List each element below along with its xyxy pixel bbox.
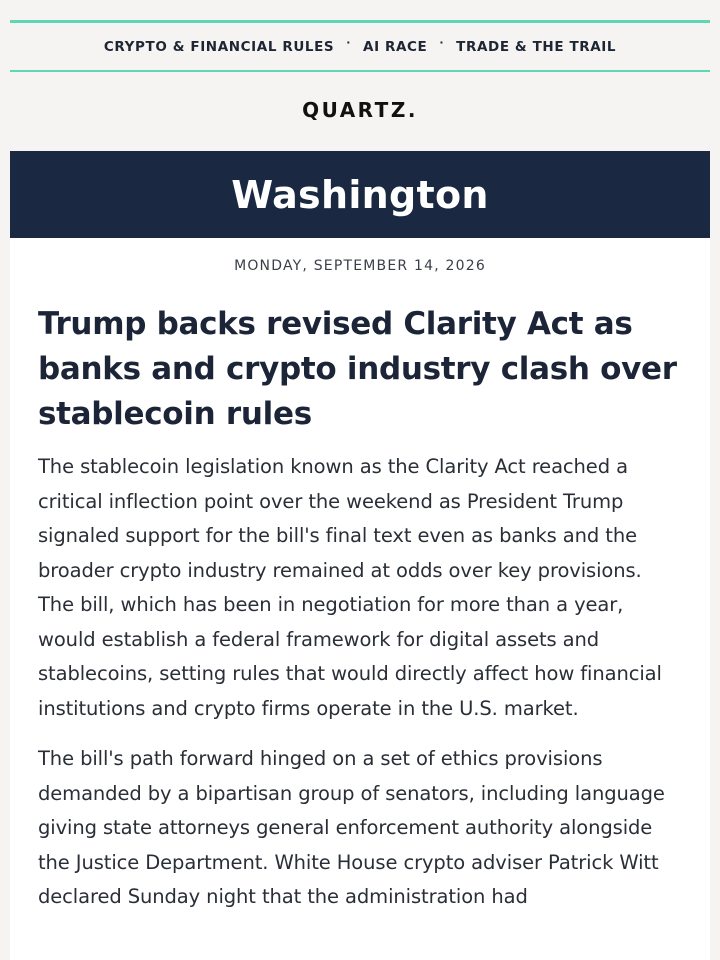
nav-bottom-rule xyxy=(10,70,710,72)
article-paragraph: The bill's path forward hinged on a set of ethics provisions demanded by a bipartisan group of senators, including language giving state attorneys general enforcement authority alongside the Justice Department. White House crypto adviser Patrick Witt declared Sunday night that the administration had xyxy=(38,747,665,908)
section-banner xyxy=(10,151,710,238)
section-title: Washington xyxy=(231,172,489,217)
nav-item-trade-the-trail[interactable]: TRADE & THE TRAIL xyxy=(456,38,617,55)
nav-item-ai-race[interactable]: AI RACE xyxy=(363,38,428,55)
article-paragraph: The stablecoin legislation known as the Clarity Act reached a critical inflection point over the weekend as President Trump signaled support for the bill's final text even as banks and the broader crypto industry remained at odds over key provisions. The bill, which has been in negotiation for more than a year, would establish a federal framework for digital assets and stablecoins, setting rules that would directly affect how financial institutions and crypto firms operate in the U.S. market. xyxy=(38,455,662,720)
article-card xyxy=(10,151,710,960)
article-headline[interactable]: Trump backs revised Clarity Act as banks and crypto industry clash over stablecoin rules xyxy=(38,306,677,432)
nav-item-crypto-financial-rules[interactable]: CRYPTO & FINANCIAL RULES xyxy=(103,38,335,55)
brand-logo[interactable]: QUARTZ. xyxy=(302,98,418,122)
article-date: MONDAY, SEPTEMBER 14, 2026 xyxy=(234,258,486,274)
nav-separator: · xyxy=(346,36,352,49)
topic-nav xyxy=(10,23,710,70)
nav-separator: · xyxy=(439,36,445,49)
